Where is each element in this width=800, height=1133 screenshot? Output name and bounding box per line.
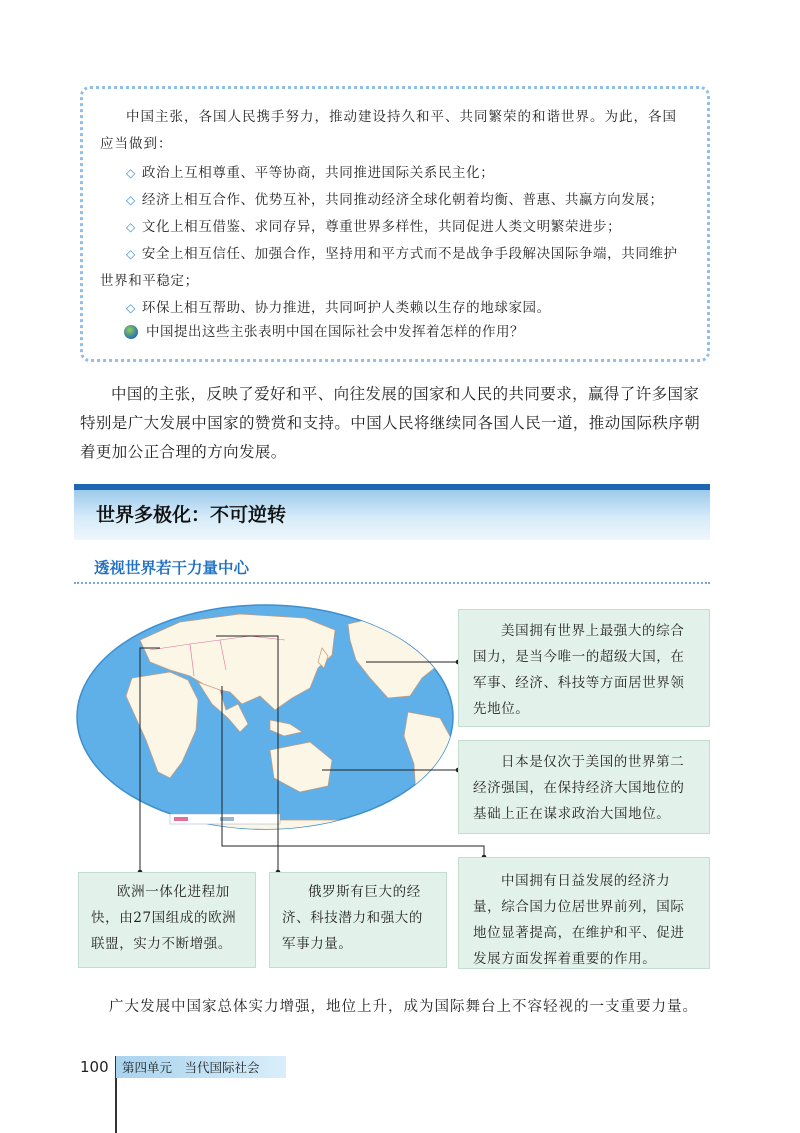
unit-title: 第四单元 当代国际社会 [122, 1060, 260, 1075]
closing-paragraph: 广大发展中国家总体实力增强，地位上升，成为国际舞台上不容轻视的一支重要力量。 [109, 999, 698, 1015]
bullet-text: 政治上互相尊重、平等协商，共同推进国际关系民主化； [141, 165, 495, 181]
footer-unit-bar [116, 1056, 286, 1078]
diamond-bullet-icon: ◇ [126, 166, 136, 180]
bullet-environment [100, 295, 690, 322]
bullet-text: 安全上相互信任、加强合作，坚持用和平方式而不是战争手段解决国际争端，共同维护世界和平稳定； [100, 246, 678, 289]
callout-usa: 美国拥有世界上最强大的综合国力，是当今唯一的超级大国，在军事、经济、科技等方面居世界领先地位。 [458, 609, 710, 727]
section-title: 世界多极化：不可逆转 [96, 504, 287, 526]
diamond-bullet-icon: ◇ [126, 193, 136, 207]
discussion-question [124, 321, 694, 343]
callout-japan: 日本是仅次于美国的世界第二经济强国，在保持经济大国地位的基础上正在谋求政治大国地位。 [458, 740, 710, 834]
bullet-security [100, 241, 690, 295]
callout-china: 中国拥有日益发展的经济力量，综合国力位居世界前列，国际地位显著提高，在维护和平、促进发展方面发挥着重要的作用。 [458, 857, 710, 969]
dotted-divider [74, 582, 710, 584]
body-paragraph: 中国的主张，反映了爱好和平、向往发展的国家和人民的共同要求，赢得了许多国家特别是广大发展中国家的赞赏和支持。中国人民将继续同各国人民一道，推动国际秩序朝着更加公正合理的方向发展。 [80, 386, 701, 461]
bullet-text: 文化上相互借鉴、求同存异，尊重世界多样性，共同促进人类文明繁荣进步； [141, 219, 622, 235]
bullet-text: 经济上相互合作、优势互补，共同推动经济全球化朝着均衡、普惠、共赢方向发展； [141, 192, 664, 208]
bullet-culture [100, 214, 690, 241]
callout-europe: 欧洲一体化进程加快，由27国组成的欧洲联盟，实力不断增强。 [78, 872, 256, 968]
bullet-politics [100, 160, 690, 187]
bullet-economy [100, 187, 690, 214]
bullet-text: 环保上相互帮助、协力推进，共同呵护人类赖以生存的地球家园。 [141, 300, 551, 316]
globe-question-icon [124, 325, 138, 339]
diamond-bullet-icon: ◇ [126, 247, 136, 261]
diamond-bullet-icon: ◇ [126, 220, 136, 234]
question-text: 中国提出这些主张表明中国在国际社会中发挥着怎样的作用？ [146, 324, 524, 340]
page-number: 100 [80, 1058, 109, 1076]
callout-russia: 俄罗斯有巨大的经济、科技潜力和强大的军事力量。 [269, 872, 447, 968]
diamond-bullet-icon: ◇ [126, 301, 136, 315]
section-header [74, 484, 710, 540]
box-intro-text: 中国主张，各国人民携手努力，推动建设持久和平、共同繁荣的和谐世界。为此，各国应当做到： [100, 109, 677, 152]
world-map [70, 600, 460, 834]
section-subtitle: 透视世界若干力量中心 [94, 559, 250, 577]
world-map-illustration [70, 600, 460, 834]
